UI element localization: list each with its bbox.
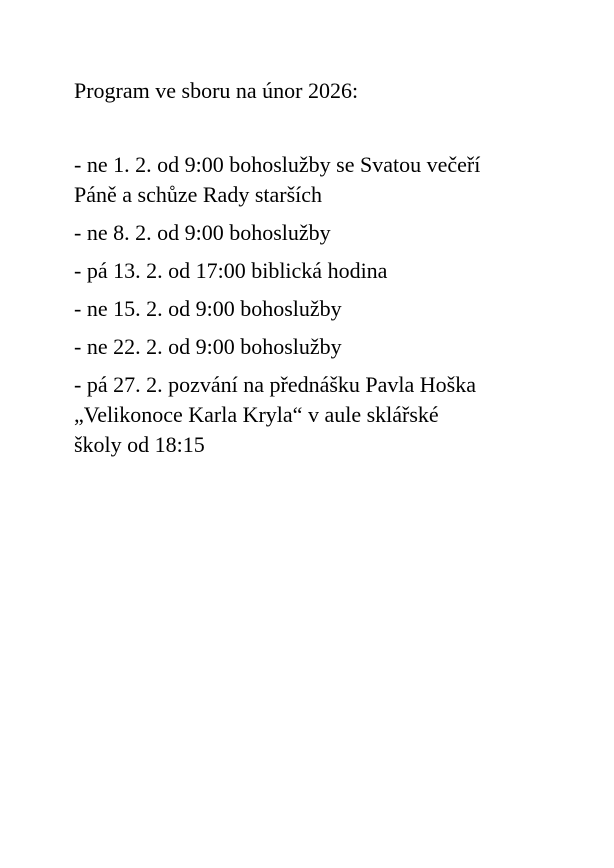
list-item <box>74 256 544 286</box>
list-item-text: - ne 1. 2. od 9:00 bohoslužby se Svatou večeří <box>74 152 481 177</box>
list-item <box>74 370 544 460</box>
list-item <box>74 294 544 324</box>
list-item-text: Páně a schůze Rady starších <box>74 182 323 207</box>
list-item-text: - ne 8. 2. od 9:00 bohoslužby <box>74 220 331 245</box>
list-item-text: - pá 13. 2. od 17:00 biblická hodina <box>74 258 388 283</box>
list-item <box>74 332 544 362</box>
list-item <box>74 218 544 248</box>
list-item-text: - ne 15. 2. od 9:00 bohoslužby <box>74 296 342 321</box>
list-item-text: - pá 27. 2. pozvání na přednášku Pavla Hoška <box>74 372 477 397</box>
list-item-text: „Velikonoce Karla Kryla“ v aule sklářské <box>74 402 439 427</box>
schedule-list <box>74 150 544 468</box>
list-item-text: školy od 18:15 <box>74 432 205 457</box>
list-item-text: - ne 22. 2. od 9:00 bohoslužby <box>74 334 342 359</box>
list-item <box>74 150 544 210</box>
page-title: Program ve sboru na únor 2026: <box>74 78 359 103</box>
